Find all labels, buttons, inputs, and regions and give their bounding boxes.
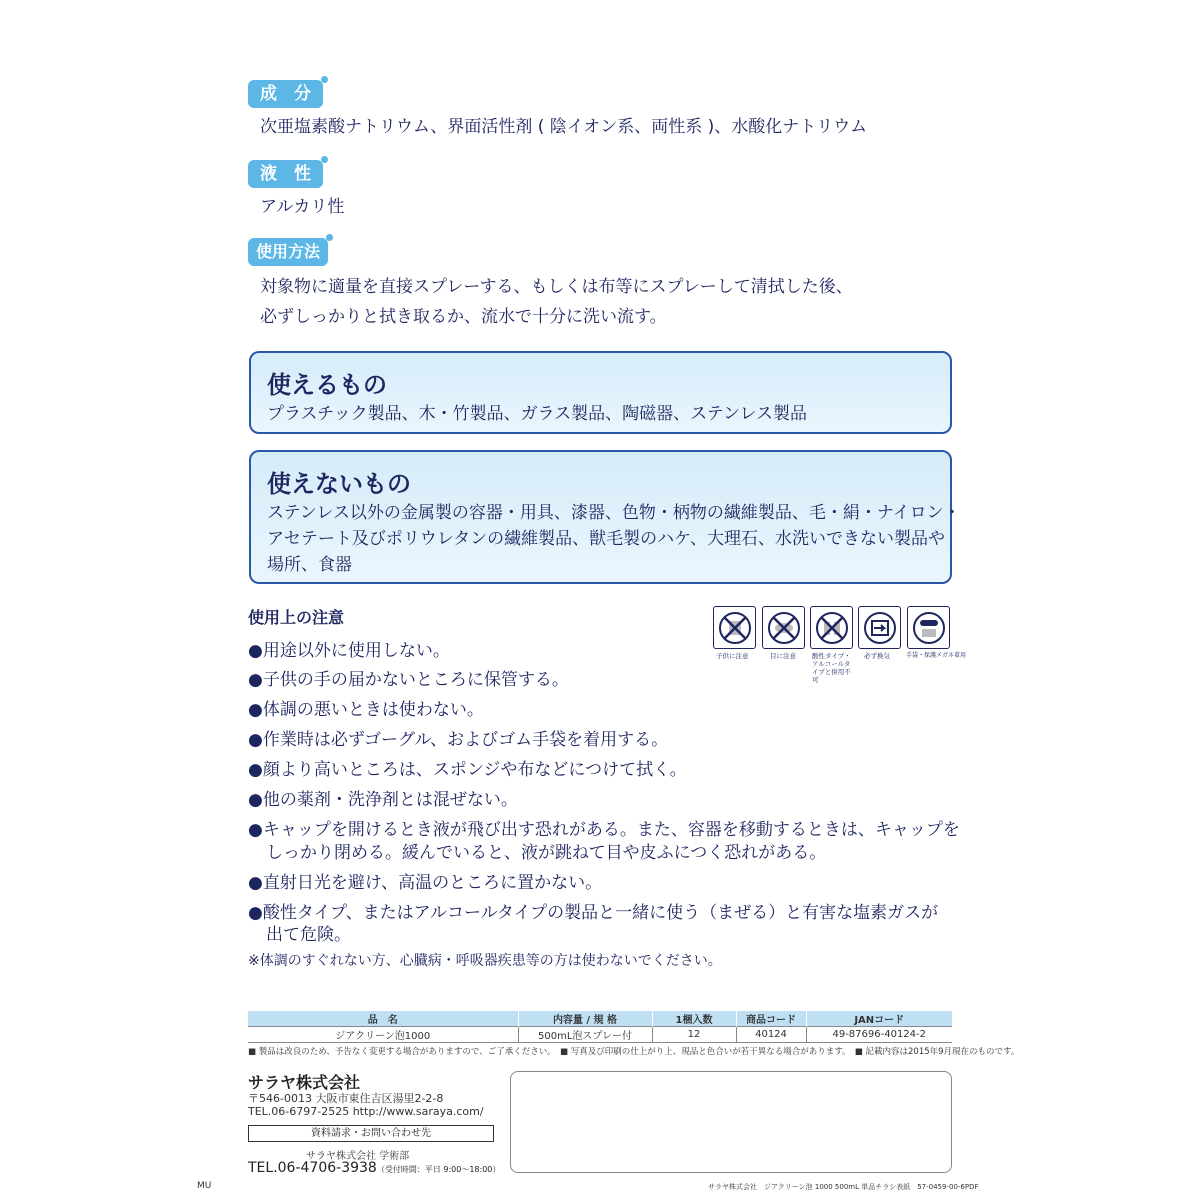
liquidity-heading: 液 性 xyxy=(248,160,323,188)
column-header: JANコード xyxy=(806,1011,952,1027)
badge-dot xyxy=(321,76,328,83)
column-header: 1梱入数 xyxy=(652,1011,736,1027)
company-name: サラヤ株式会社 xyxy=(248,1073,361,1092)
usage-line: 対象物に適量を直接スプレーする、もしくは布等にスプレーして清拭した後、 xyxy=(260,277,853,297)
table-header-row xyxy=(248,1011,952,1027)
table-row xyxy=(248,1027,952,1043)
footer-left: MU xyxy=(197,1181,212,1191)
contact-hours: （受付時間：平日 9:00〜18:00） xyxy=(376,1165,501,1174)
ingredients-heading: 成 分 xyxy=(248,80,323,108)
caution-item: ●作業時は必ずゴーグル、およびゴム手袋を着用する。 xyxy=(248,730,669,750)
caution-item: ●直射日光を避け、高温のところに置かない。 xyxy=(248,873,603,893)
usage-heading: 使用方法 xyxy=(248,238,328,266)
no-children-icon xyxy=(713,606,756,649)
caution-item: ●他の薬剤・洗浄剤とは混ぜない。 xyxy=(248,790,518,810)
caution-item-continued: しっかり閉める。緩んでいると、液が跳ねて目や皮ふにつく恐れがある。 xyxy=(266,843,827,863)
usable-box xyxy=(249,351,952,434)
ingredients-text: 次亜塩素酸ナトリウム、界面活性剤 ( 陰イオン系、両性系 )、水酸化ナトリウム xyxy=(260,117,868,137)
caution-item: ●キャップを開けるとき液が飛び出す恐れがある。また、容器を移動するときは、キャップを xyxy=(248,820,960,840)
no-mixing-icon xyxy=(810,606,853,649)
unusable-line: アセテート及びポリウレタンの繊維製品、獣毛製のハケ、大理石、水洗いできない製品や xyxy=(267,529,945,549)
icon-caption: 必ず換気 xyxy=(864,652,890,660)
spec-notes: ■ 製品は改良のため、予告なく変更する場合がありますので、ご了承ください。 ■ 写真及び印刷の仕上がり上、現品と色合いが若干異なる場合があります。 ■ 記載内容は2015年9月現在のものです。 xyxy=(248,1047,1020,1057)
table-cell: 49-87696-40124-2 xyxy=(806,1027,952,1043)
contact-dept: サラヤ株式会社 学術部 xyxy=(306,1151,410,1162)
icon-caption: 酸性タイプ・アルコールタイプと併用不可 xyxy=(812,652,851,684)
gloves-goggles-icon xyxy=(907,606,950,649)
usable-title: 使えるもの xyxy=(267,371,387,399)
icon-caption: 子供に注意 xyxy=(716,652,749,660)
table-cell: 40124 xyxy=(736,1027,806,1043)
liquidity-text: アルカリ性 xyxy=(260,197,345,217)
eye-caution-icon xyxy=(762,606,805,649)
unusable-line: ステンレス以外の金属製の容器・用具、漆器、色物・柄物の繊維製品、毛・絹・ナイロン・ xyxy=(267,503,961,523)
contact-tel-number: TEL.06-4706-3938 xyxy=(248,1160,377,1176)
unusable-line: 場所、食器 xyxy=(267,555,352,575)
column-header: 商品コード xyxy=(736,1011,806,1027)
company-tel-url: TEL.06-6797-2525 http://www.saraya.com/ xyxy=(248,1105,484,1118)
caution-item: ●顔より高いところは、スポンジや布などにつけて拭く。 xyxy=(248,760,687,780)
table-cell: ジアクリーン泡1000 xyxy=(248,1027,518,1043)
dealer-stamp-area xyxy=(510,1071,952,1173)
column-header: 品 名 xyxy=(248,1011,518,1027)
badge-dot xyxy=(321,156,328,163)
icon-caption: 手袋・保護メガネ着用 xyxy=(906,652,967,659)
icon-caption: 目に注意 xyxy=(770,652,796,660)
badge-dot xyxy=(326,234,333,241)
caution-item-continued: 出て危険。 xyxy=(266,925,351,945)
column-header: 内容量 / 規 格 xyxy=(518,1011,652,1027)
caution-note: ※体調のすぐれない方、心臓病・呼吸器疾患等の方は使わないでください。 xyxy=(248,953,722,969)
usage-line: 必ずしっかりと拭き取るか、流水で十分に洗い流す。 xyxy=(260,307,667,327)
unusable-box xyxy=(249,450,961,584)
spec-table xyxy=(248,1011,952,1043)
contact-tel xyxy=(248,1160,500,1176)
unusable-title: 使えないもの xyxy=(267,470,411,498)
table-cell: 500mL泡スプレー付 xyxy=(518,1027,652,1043)
ventilation-icon xyxy=(858,606,901,649)
caution-item: ●子供の手の届かないところに保管する。 xyxy=(248,670,569,690)
contact-label: 資料請求・お問い合わせ先 xyxy=(248,1125,494,1142)
table-cell: 12 xyxy=(652,1027,736,1043)
caution-item: ●酸性タイプ、またはアルコールタイプの製品と一緒に使う（まぜる）と有害な塩素ガスが xyxy=(248,903,939,923)
company-address: 〒546-0013 大阪市東住吉区湯里2-2-8 xyxy=(248,1092,444,1105)
usable-text: プラスチック製品、木・竹製品、ガラス製品、陶磁器、ステンレス製品 xyxy=(267,404,808,424)
caution-item: ●体調の悪いときは使わない。 xyxy=(248,700,484,720)
caution-item: ●用途以外に使用しない。 xyxy=(248,641,450,661)
footer-right: サラヤ株式会社 ジアクリーン泡 1000 500mL 単品チラシ表紙 57-0459-00-6PDF xyxy=(708,1183,979,1191)
cautions-title: 使用上の注意 xyxy=(248,608,345,627)
